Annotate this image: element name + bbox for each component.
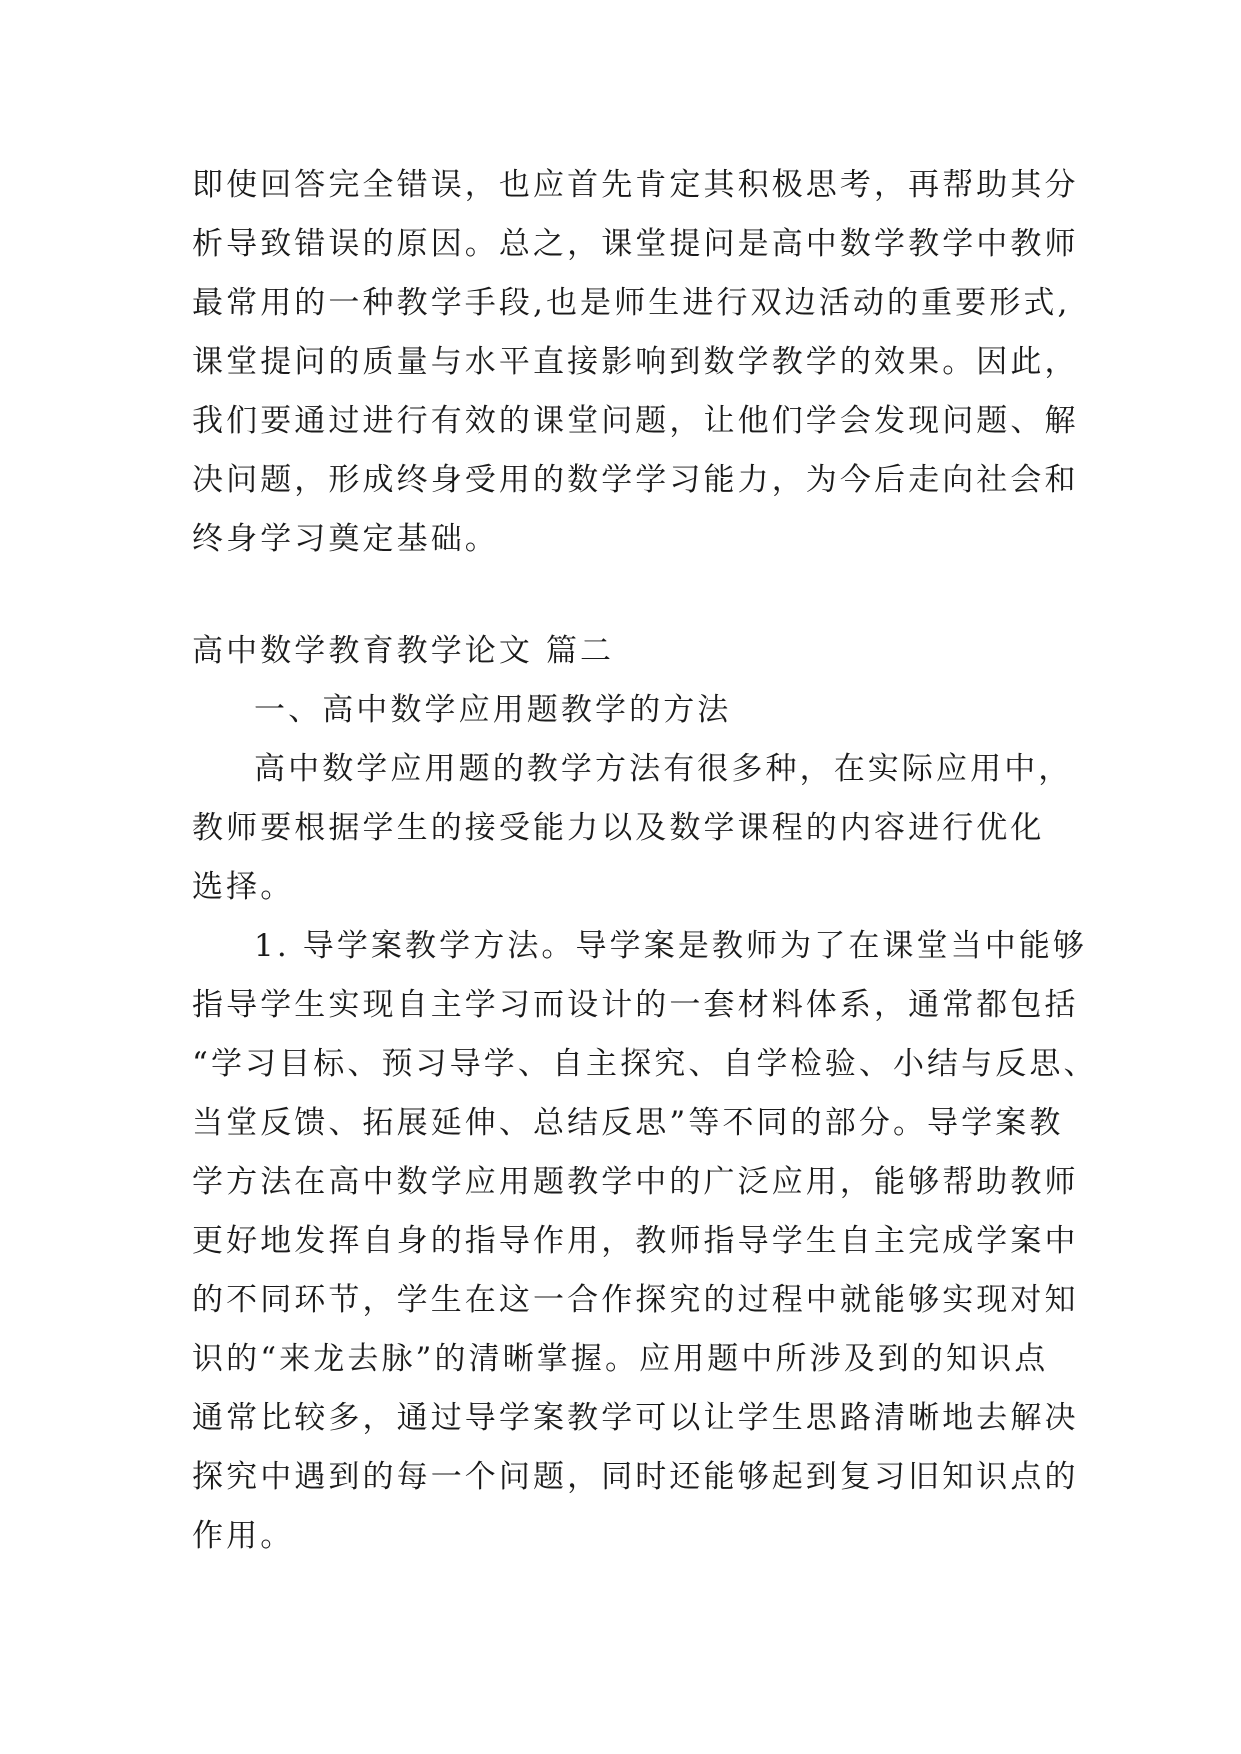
paragraph-line: 即使回答完全错误，也应首先肯定其积极思考，再帮助其分 <box>192 167 1079 203</box>
paragraph-line: 教师要根据学生的接受能力以及数学课程的内容进行优化 <box>192 810 1045 846</box>
paragraph-line: 探究中遇到的每一个问题，同时还能够起到复习旧知识点的 <box>192 1459 1079 1495</box>
paragraph-line: 的不同环节，学生在这一合作探究的过程中就能够实现对知 <box>192 1282 1079 1318</box>
section-heading: 一、高中数学应用题教学的方法 <box>254 692 732 728</box>
paragraph-line: 终身学习奠定基础。 <box>192 521 499 557</box>
section-title: 高中数学教育教学论文 篇二 <box>192 633 615 669</box>
paragraph-line: 最常用的一种教学手段,也是师生进行双边活动的重要形式, <box>192 285 1071 321</box>
paragraph-line: 学方法在高中数学应用题教学中的广泛应用，能够帮助教师 <box>192 1164 1079 1200</box>
paragraph-line: 选择。 <box>192 869 295 905</box>
paragraph-line: 作用。 <box>192 1518 295 1554</box>
paragraph-line: “学习目标、预习导学、自主探究、自学检验、小结与反思、 <box>192 1046 1098 1082</box>
paragraph-line: 通常比较多，通过导学案教学可以让学生思路清晰地去解决 <box>192 1400 1079 1436</box>
paragraph-line: 高中数学应用题的教学方法有很多种，在实际应用中， <box>254 751 1073 787</box>
paragraph-line: 我们要通过进行有效的课堂问题，让他们学会发现问题、解 <box>192 403 1079 439</box>
paragraph-line: 课堂提问的质量与水平直接影响到数学教学的效果。因此， <box>192 344 1079 380</box>
paragraph-line: 1. 导学案教学方法。导学案是教师为了在课堂当中能够 <box>254 928 1088 964</box>
paragraph-line: 指导学生实现自主学习而设计的一套材料体系，通常都包括 <box>192 987 1079 1023</box>
paragraph-line: 当堂反馈、拓展延伸、总结反思”等不同的部分。导学案教 <box>192 1105 1064 1141</box>
paragraph-line: 决问题，形成终身受用的数学学习能力，为今后走向社会和 <box>192 462 1079 498</box>
paragraph-line: 析导致错误的原因。总之，课堂提问是高中数学教学中教师 <box>192 226 1079 262</box>
paragraph-line: 更好地发挥自身的指导作用，教师指导学生自主完成学案中 <box>192 1223 1079 1259</box>
paragraph-line: 识的“来龙去脉”的清晰掌握。应用题中所涉及到的知识点 <box>192 1341 1049 1377</box>
